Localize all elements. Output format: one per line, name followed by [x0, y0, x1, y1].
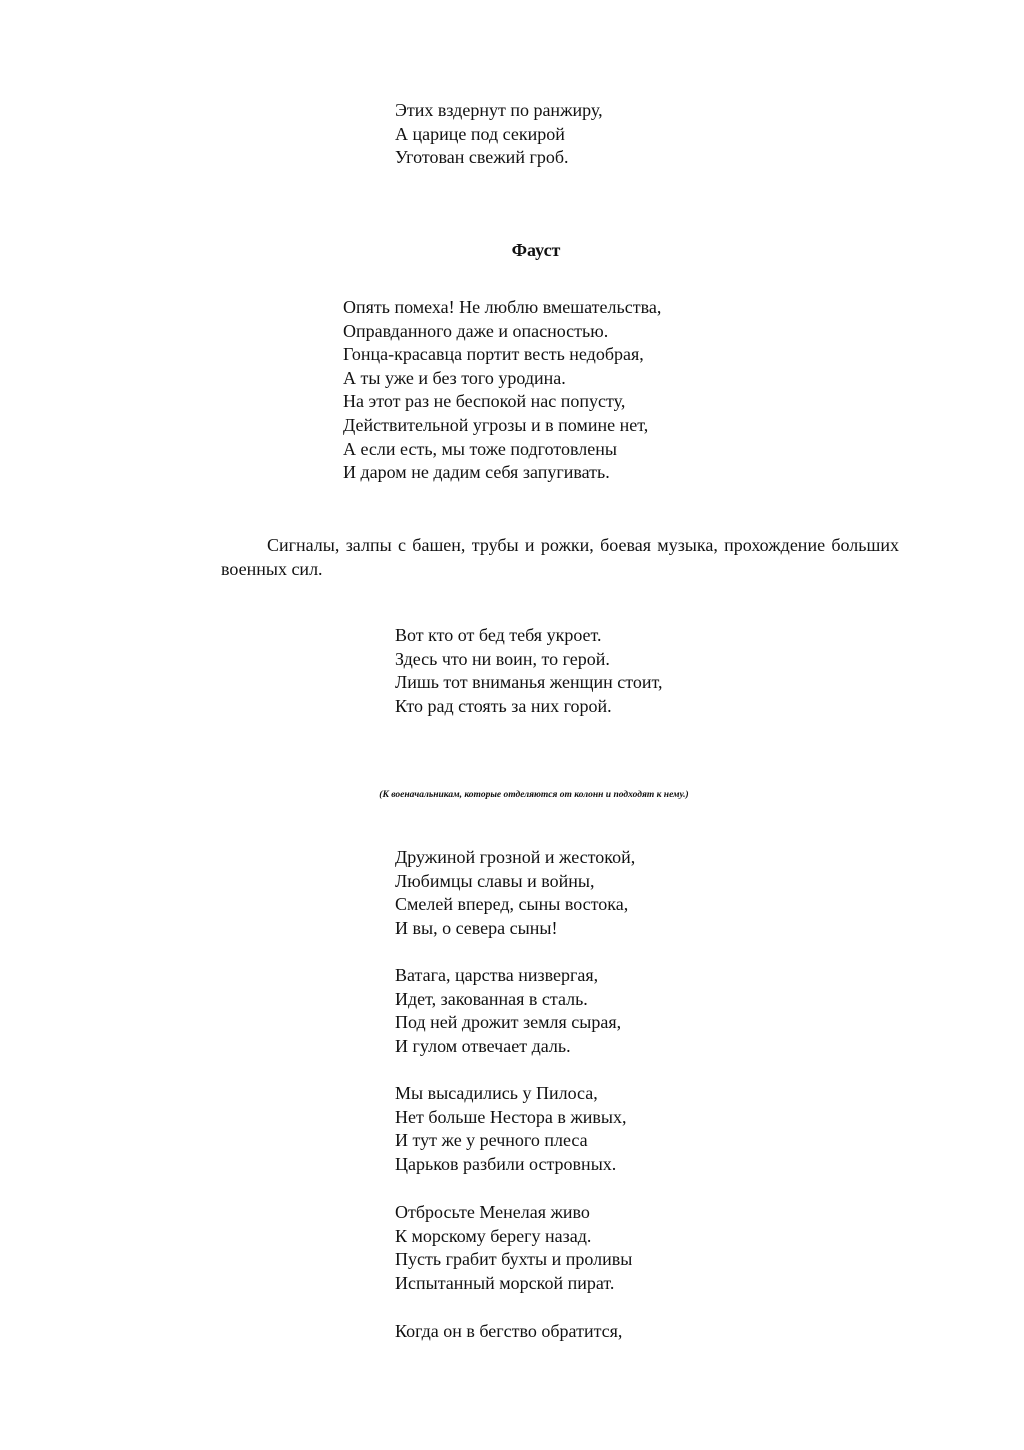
- verse-line: Мы высадились у Пилоса,: [395, 1083, 598, 1103]
- verse-line: Действительной угрозы и в помине нет,: [343, 414, 649, 435]
- stanza-5: [395, 1320, 622, 1344]
- verse-line: И вы, о севера сыны!: [395, 917, 558, 938]
- verse-line: Смелей вперед, сыны востока,: [395, 894, 629, 915]
- verse-heroes: [395, 624, 663, 718]
- stanza-2: [395, 964, 621, 1058]
- verse-line: Отбросьте Менелая живо: [395, 1202, 590, 1222]
- verse-line: Уготован свежий гроб.: [395, 147, 569, 168]
- stanza-4: [395, 1201, 632, 1295]
- aside-note: (К военачальникам, которые отделяются от колонн и подходят к нему.): [379, 790, 689, 800]
- faust-speech: [343, 296, 661, 485]
- verse-line: Любимцы славы и войны,: [395, 870, 595, 891]
- verse-line: Этих вздернут по ранжиру,: [395, 100, 603, 120]
- verse-line: Дружиной грозной и жестокой,: [395, 847, 636, 867]
- verse-line: Лишь тот вниманья женщин стоит,: [395, 672, 663, 693]
- verse-line: Царьков разбили островных.: [395, 1153, 617, 1174]
- stanza-3: [395, 1082, 627, 1176]
- speaker-heading: Фауст: [511, 240, 561, 260]
- verse-line: Нет больше Нестора в живых,: [395, 1106, 627, 1127]
- stage-direction: Сигналы, залпы с башен, трубы и рожки, боевая музыка, прохождение больших военных сил.: [221, 535, 899, 579]
- verse-line: А если есть, мы тоже подготовлены: [343, 438, 617, 459]
- verse-line: Гонца-красавца портит весть недобрая,: [343, 344, 644, 365]
- verse-line: Опять помеха! Не люблю вмешательства,: [343, 297, 662, 317]
- verse-line: А царице под секирой: [395, 123, 565, 144]
- verse-line: А ты уже и без того уродина.: [343, 367, 566, 388]
- verse-line: Когда он в бегство обратится,: [395, 1321, 623, 1341]
- stanza-1: [395, 846, 635, 940]
- verse-line: Ватага, царства низвергая,: [395, 965, 599, 985]
- verse-line: И гулом отвечает даль.: [395, 1035, 571, 1056]
- verse-line: Идет, закованная в сталь.: [395, 988, 588, 1009]
- verse-line: Здесь что ни воин, то герой.: [395, 648, 610, 669]
- verse-line: Испытанный морской пират.: [395, 1272, 615, 1293]
- verse-top: [395, 99, 603, 170]
- verse-line: Вот кто от бед тебя укроет.: [395, 625, 602, 645]
- verse-line: К морскому берегу назад.: [395, 1225, 592, 1246]
- verse-line: И даром не дадим себя запугивать.: [343, 462, 610, 483]
- verse-line: И тут же у речного плеса: [395, 1130, 588, 1151]
- verse-line: Кто рад стоять за них горой.: [395, 695, 612, 716]
- verse-line: На этот раз не беспокой нас попусту,: [343, 391, 626, 412]
- verse-line: Оправданного даже и опасностью.: [343, 320, 609, 341]
- verse-line: Под ней дрожит земля сырая,: [395, 1012, 622, 1033]
- verse-line: Пусть грабит бухты и проливы: [395, 1249, 633, 1270]
